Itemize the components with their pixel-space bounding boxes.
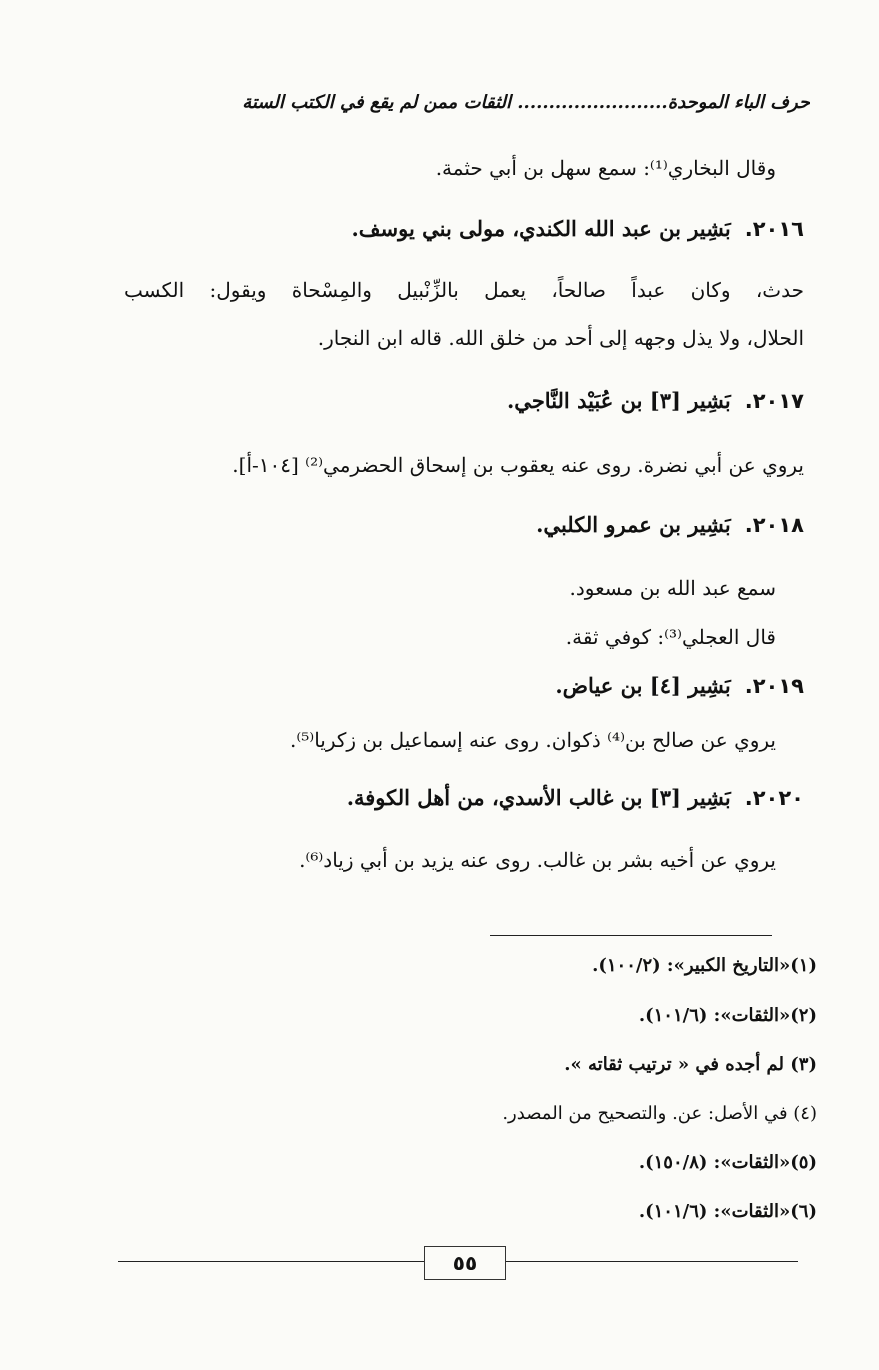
footnote: (١)«التاريخ الكبير»: (١٠٠/٢). (592, 955, 817, 976)
running-header: حرف الباء الموحدة........................ الثقات ممن لم يقع في الكتب الستة (242, 92, 810, 113)
text-line: قال العجلي⁽³⁾: كوفي ثقة. (565, 625, 776, 649)
entry-2020 (347, 785, 804, 811)
footnote-separator (490, 935, 772, 936)
entry-title: بَشِير بن عبد الله الكندي، مولى بني يوسف. (351, 216, 731, 241)
text-line: يروي عن صالح بن⁽⁴⁾ ذكوان. روى عنه إسماعيل بن زكريا⁽⁵⁾. (289, 728, 776, 752)
text-line: حدث، وكان عبداً صالحاً، يعمل بالزِّنْبيل والمِسْحاة ويقول: الكسب (124, 278, 804, 302)
entry-title: بَشِير [٤] بن عياض. (555, 673, 731, 698)
text-line: الحلال، ولا يذل وجهه إلى أحد من خلق الله. قاله ابن النجار. (317, 326, 804, 350)
entry-title: بَشِير بن عمرو الكلبي. (536, 512, 731, 537)
text-line: سمع عبد الله بن مسعود. (569, 576, 776, 600)
page-number: ٥٥ (424, 1246, 506, 1280)
entry-2017 (507, 388, 804, 414)
footnote: (٤) في الأصل: عن. والتصحيح من المصدر. (502, 1103, 817, 1124)
footnote: (٥)«الثقات»: (١٥٠/٨). (638, 1152, 817, 1173)
entry-2019 (555, 673, 804, 699)
footnote: (٣) لم أجده في « ترتيب ثقاته ». (564, 1054, 817, 1075)
footer-rule-left (118, 1261, 424, 1262)
entry-title: بَشِير [٣] بن عُبَيْد النَّاجي. (507, 388, 731, 413)
entry-number: ٢٠١٨. (744, 513, 804, 537)
entry-2016 (351, 216, 804, 242)
footnote: (٢)«الثقات»: (١٠١/٦). (638, 1005, 817, 1026)
entry-number: ٢٠٢٠. (744, 786, 804, 810)
entry-number: ٢٠١٧. (744, 389, 804, 413)
footnote: (٦)«الثقات»: (١٠١/٦). (638, 1201, 817, 1222)
entry-2018 (536, 512, 804, 538)
entry-number: ٢٠١٩. (744, 674, 804, 698)
entry-title: بَشِير [٣] بن غالب الأسدي، من أهل الكوفة. (346, 785, 731, 810)
text-line: يروي عن أخيه بشر بن غالب. روى عنه يزيد بن أبي زياد⁽⁶⁾. (299, 848, 776, 872)
text-line: يروي عن أبي نضرة. روى عنه يعقوب بن إسحاق الحضرمي⁽²⁾ [١٠٤-أ]. (232, 453, 804, 477)
text-line: وقال البخاري⁽¹⁾: سمع سهل بن أبي حثمة. (435, 156, 776, 180)
entry-number: ٢٠١٦. (744, 217, 804, 241)
footer-rule-right (504, 1261, 798, 1262)
